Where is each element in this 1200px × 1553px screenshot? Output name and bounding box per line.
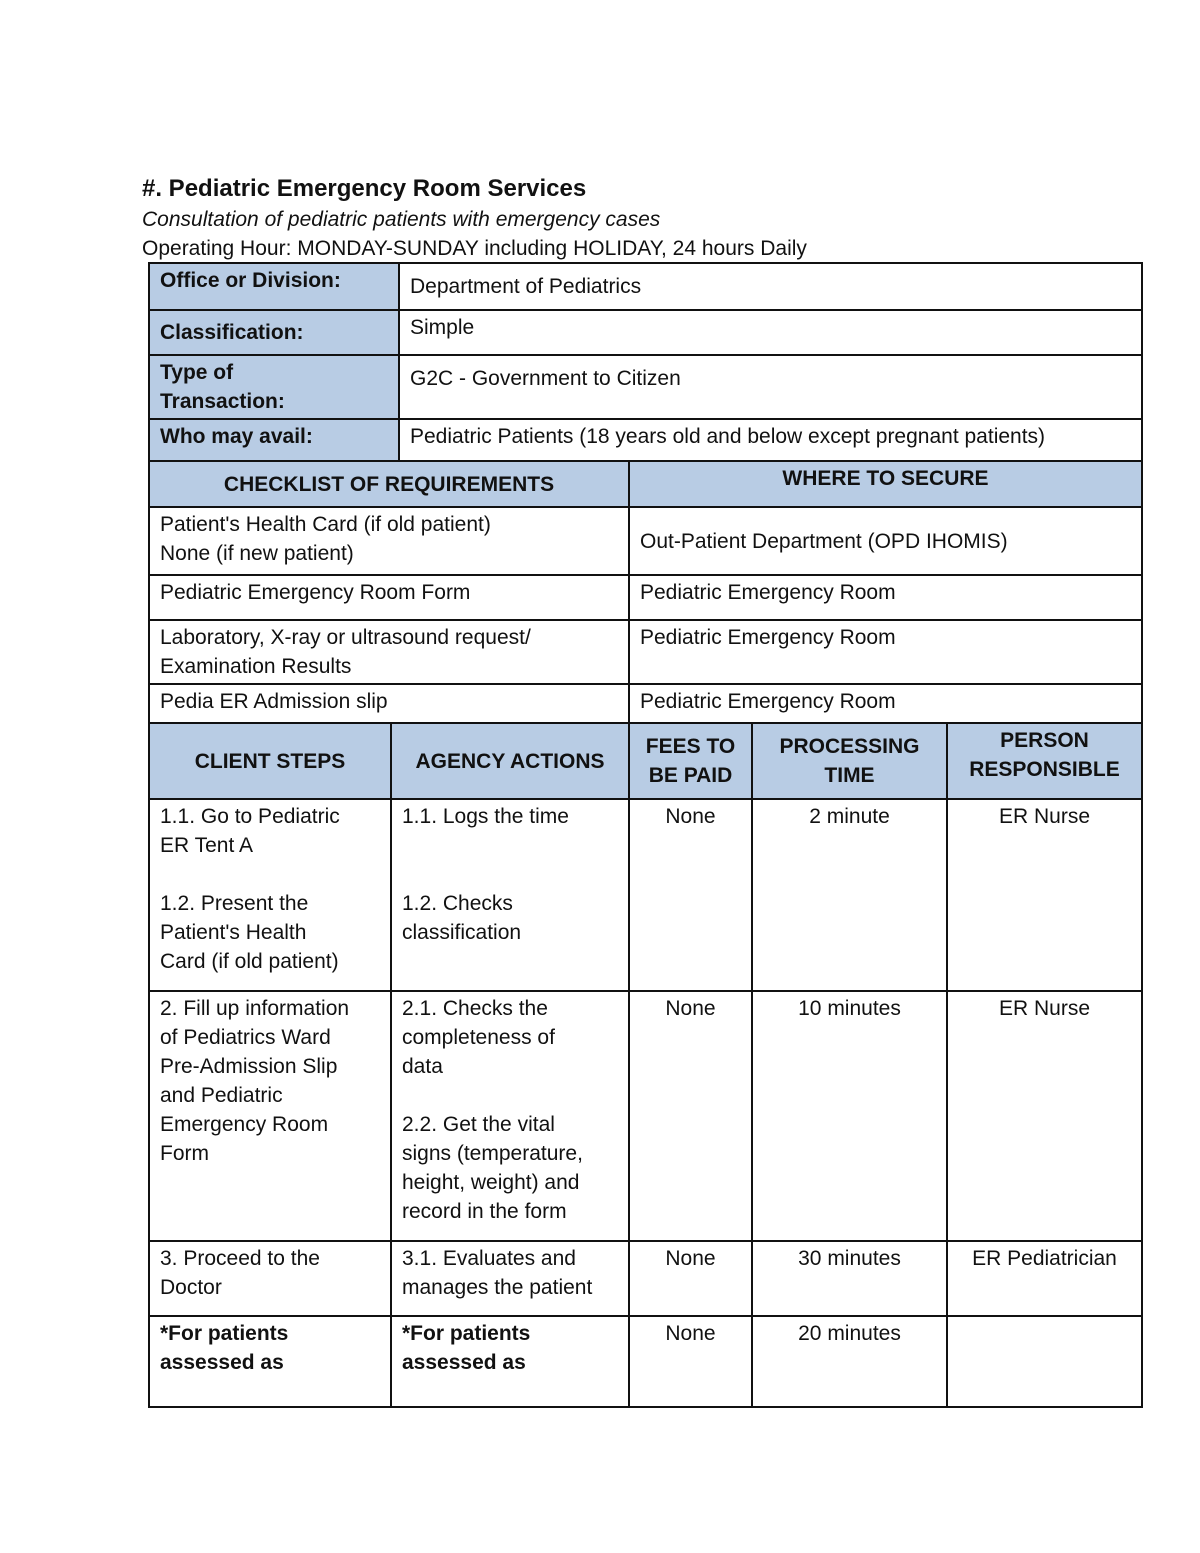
requirement-item: Laboratory, X-ray or ultrasound request/ Examination Results: [149, 620, 629, 684]
page-title: #. Pediatric Emergency Room Services: [142, 175, 587, 202]
agency-action: *For patients assessed as: [391, 1316, 629, 1407]
processing-time: 2 minute: [752, 799, 947, 991]
office-value: Department of Pediatrics: [399, 263, 1142, 310]
client-steps-header: CLIENT STEPS: [149, 723, 391, 799]
avail-value: Pediatric Patients (18 years old and below except pregnant patients): [399, 419, 1142, 465]
agency-action: 2.1. Checks the completeness of data 2.2. Get the vital signs (temperature, height, weight) and record in the form: [391, 991, 629, 1241]
document-header: [142, 173, 807, 263]
transaction-label: Type of Transaction:: [149, 355, 399, 419]
page-subtitle: Consultation of pediatric patients with emergency cases: [142, 208, 661, 231]
requirement-where: Pediatric Emergency Room: [629, 684, 1142, 726]
requirements-table: [148, 460, 1143, 727]
operating-hours: Operating Hour: MONDAY-SUNDAY including HOLIDAY, 24 hours Daily: [142, 237, 807, 260]
table-row: [149, 1316, 1142, 1407]
processing-time: 20 minutes: [752, 1316, 947, 1407]
person-responsible-header: PERSON RESPONSIBLE: [947, 723, 1142, 799]
processing-time: 10 minutes: [752, 991, 947, 1241]
table-row: [149, 799, 1142, 991]
agency-action: 3.1. Evaluates and manages the patient: [391, 1241, 629, 1316]
person-responsible: ER Pediatrician: [947, 1241, 1142, 1316]
where-header: WHERE TO SECURE: [629, 461, 1142, 507]
office-label: Office or Division:: [149, 263, 399, 310]
requirement-where: Pediatric Emergency Room: [629, 575, 1142, 620]
client-step: 3. Proceed to the Doctor: [149, 1241, 391, 1316]
processing-time-header: PROCESSING TIME: [752, 723, 947, 799]
processing-time: 30 minutes: [752, 1241, 947, 1316]
table-row: [149, 991, 1142, 1241]
classification-label: Classification:: [149, 310, 399, 355]
client-step: 1.1. Go to Pediatric ER Tent A 1.2. Present the Patient's Health Card (if old patient): [149, 799, 391, 991]
table-row: [149, 1241, 1142, 1316]
transaction-value: G2C - Government to Citizen: [399, 355, 1142, 419]
avail-label: Who may avail:: [149, 419, 399, 465]
service-info-table: [148, 262, 1143, 466]
fee: None: [629, 991, 752, 1241]
fee: None: [629, 799, 752, 991]
client-step: 2. Fill up information of Pediatrics Ward Pre-Admission Slip and Pediatric Emergency Room Form: [149, 991, 391, 1241]
fee: None: [629, 1316, 752, 1407]
requirement-item: Pediatric Emergency Room Form: [149, 575, 629, 620]
checklist-header: CHECKLIST OF REQUIREMENTS: [149, 461, 629, 507]
agency-actions-header: AGENCY ACTIONS: [391, 723, 629, 799]
requirement-item: Pedia ER Admission slip: [149, 684, 629, 726]
requirement-where: Out-Patient Department (OPD IHOMIS): [629, 507, 1142, 575]
person-responsible: [947, 1316, 1142, 1407]
fee: None: [629, 1241, 752, 1316]
client-step: *For patients assessed as: [149, 1316, 391, 1407]
requirement-where: Pediatric Emergency Room: [629, 620, 1142, 684]
agency-action: 1.1. Logs the time 1.2. Checks classification: [391, 799, 629, 991]
requirement-item: Patient's Health Card (if old patient) None (if new patient): [149, 507, 629, 575]
fees-header: FEES TO BE PAID: [629, 723, 752, 799]
classification-value: Simple: [399, 310, 1142, 355]
person-responsible: ER Nurse: [947, 991, 1142, 1241]
person-responsible: ER Nurse: [947, 799, 1142, 991]
client-steps-table: [148, 722, 1143, 1408]
